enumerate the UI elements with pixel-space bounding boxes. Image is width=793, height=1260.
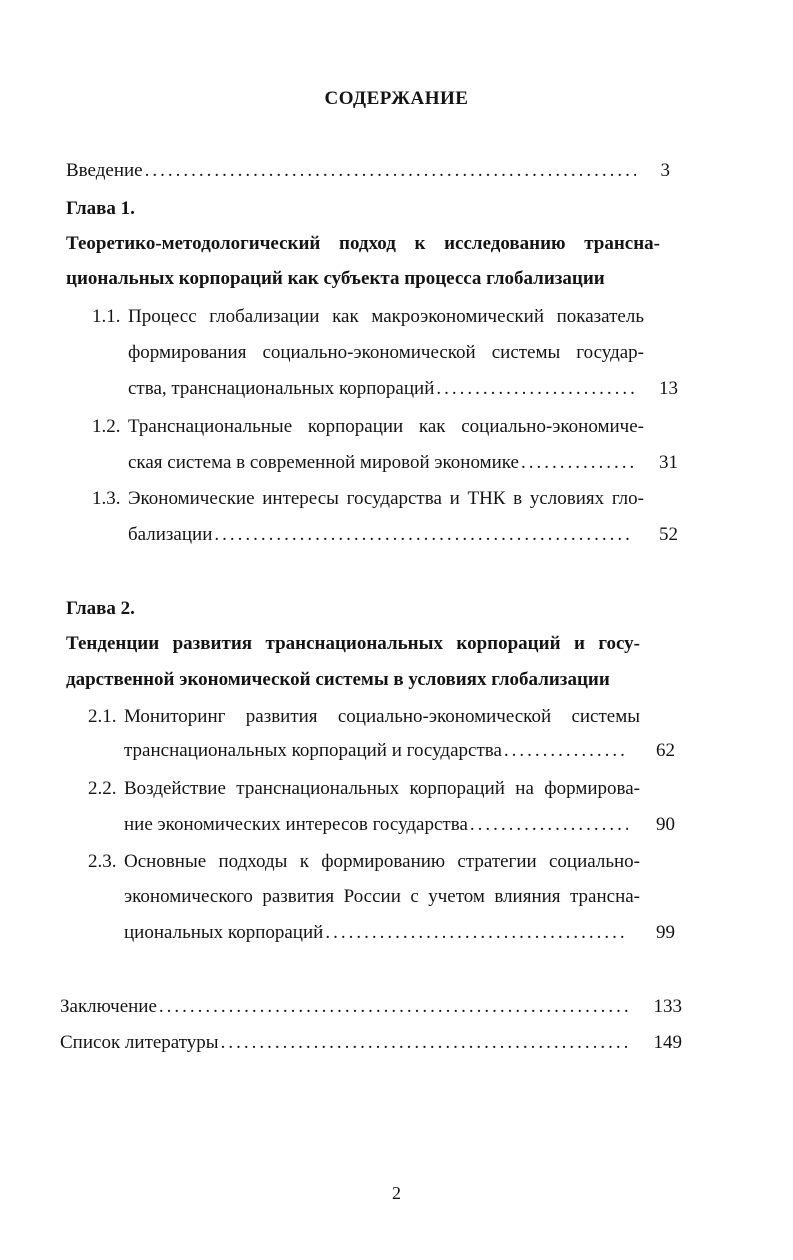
leader-dots [521, 452, 636, 474]
section-title-line[interactable]: формирования социально-экономической системы государ- [128, 342, 644, 363]
leader-dots [470, 814, 628, 836]
section-title-line: ская система в современной мировой экономике [128, 452, 519, 473]
toc-entry-1-1[interactable] [128, 378, 644, 400]
chapter-title-line: дарственной экономической системы в условиях глобализации [66, 669, 610, 690]
toc-page-number: 149 [653, 1032, 682, 1053]
leader-dots [325, 922, 628, 944]
toc-page-number: 133 [653, 996, 682, 1017]
section-title-line: бализации [128, 524, 213, 545]
leader-dots [145, 160, 636, 182]
chapter-title-line: Теоретико-методологический подход к исследованию трансна- [66, 233, 660, 254]
toc-entry-1-2[interactable] [128, 452, 644, 474]
section-title-line: транснациональных корпораций и государства [124, 740, 502, 761]
toc-page-number: 13 [659, 378, 678, 399]
section-number: 2.3. [88, 851, 117, 872]
section-number: 1.1. [92, 306, 121, 327]
toc-entry-conclusion[interactable] [60, 996, 636, 1018]
section-title-line[interactable]: Основные подходы к формированию стратегии социально- [124, 851, 640, 872]
section-title-line[interactable]: Воздействие транснациональных корпораций на формирова- [124, 778, 640, 799]
section-title-line[interactable]: Экономические интересы государства и ТНК в условиях гло- [128, 488, 644, 509]
page-title: СОДЕРЖАНИЕ [324, 88, 469, 109]
toc-page-number: 3 [660, 160, 670, 181]
toc-entry-intro[interactable] [66, 160, 644, 182]
leader-dots [436, 378, 636, 400]
toc-page-number: 90 [656, 814, 675, 835]
toc-entry-2-3[interactable] [124, 922, 636, 944]
chapter-title-line: циональных корпораций как субъекта процесса глобализации [66, 268, 605, 289]
toc-entry-label: Список литературы [60, 1032, 219, 1053]
leader-dots [221, 1032, 628, 1054]
leader-dots [159, 996, 628, 1018]
section-title-line: ние экономических интересов государства [124, 814, 468, 835]
leader-dots [214, 524, 632, 546]
section-title-line[interactable]: Процесс глобализации как макроэкономический показатель [128, 306, 644, 327]
section-title-line: циональных корпораций [124, 922, 324, 943]
toc-page-number: 62 [656, 740, 675, 761]
toc-page-number: 31 [659, 452, 678, 473]
toc-entry-label: Заключение [60, 996, 157, 1017]
leader-dots [504, 740, 628, 762]
chapter-heading: Глава 1. [66, 198, 135, 219]
page-number: 2 [392, 1183, 401, 1203]
toc-entry-1-3[interactable] [128, 524, 640, 546]
section-title-line[interactable]: Транснациональные корпорации как социально-экономиче- [128, 416, 644, 437]
section-title-line: ства, транснациональных корпораций [128, 378, 435, 399]
section-number: 2.1. [88, 706, 117, 727]
section-number: 1.2. [92, 416, 121, 437]
section-number: 2.2. [88, 778, 117, 799]
toc-entry-label: Введение [66, 160, 143, 181]
toc-entry-2-1[interactable] [124, 740, 636, 762]
chapter-heading: Глава 2. [66, 598, 135, 619]
chapter-title-line: Тенденции развития транснациональных корпораций и госу- [66, 633, 640, 654]
section-title-line[interactable]: Мониторинг развития социально-экономической системы [124, 706, 640, 727]
toc-page-number: 99 [656, 922, 675, 943]
section-title-line[interactable]: экономического развития России с учетом влияния трансна- [124, 886, 640, 907]
section-number: 1.3. [92, 488, 121, 509]
toc-entry-bibliography[interactable] [60, 1032, 636, 1054]
toc-entry-2-2[interactable] [124, 814, 636, 836]
toc-page-number: 52 [659, 524, 678, 545]
